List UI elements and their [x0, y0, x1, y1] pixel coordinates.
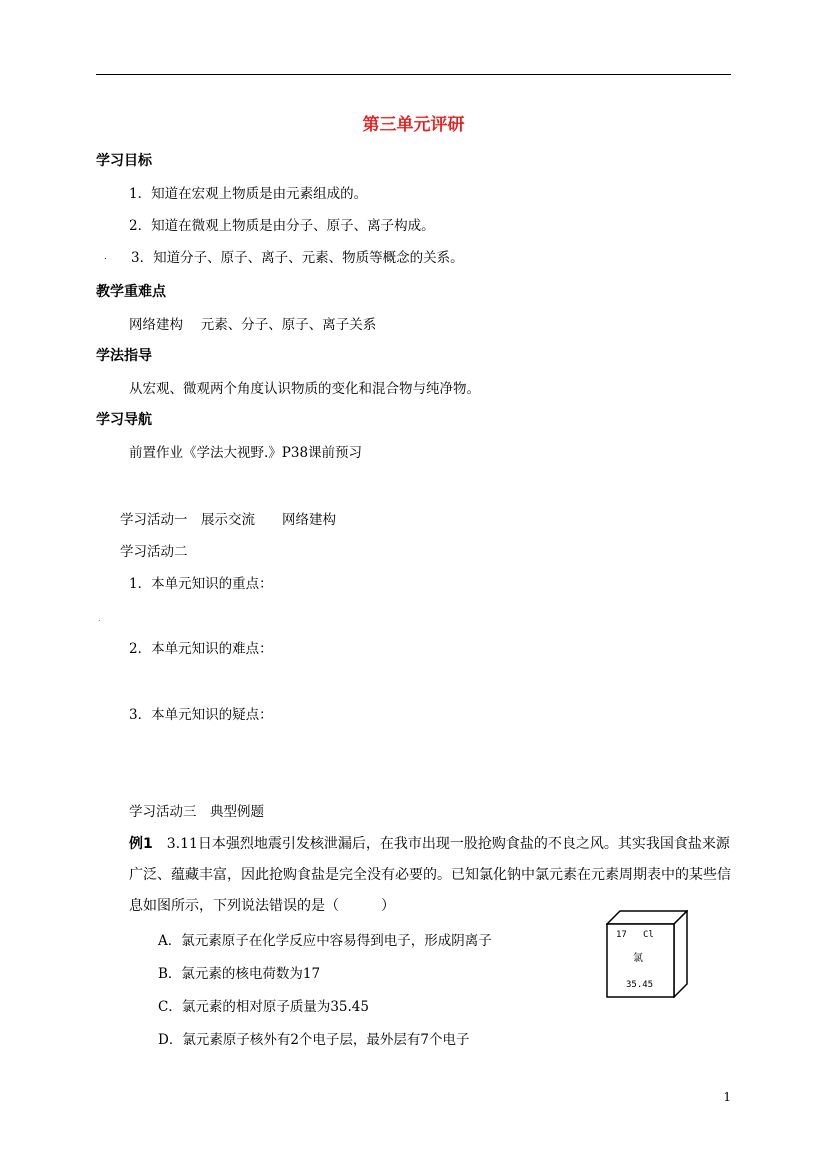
difficulty-text: 网络建构 元素、分子、原子、离子关系	[129, 317, 377, 333]
activity-2-heading: 学习活动二	[120, 544, 188, 560]
difficulty-heading: 教学重难点	[96, 284, 166, 300]
example-paragraph	[129, 829, 731, 922]
element-card-figure	[606, 910, 688, 998]
activity-2-item-2: 2．本单元知识的难点：	[129, 641, 273, 657]
goal-item-1: 1．知道在宏观上物质是由元素组成的。	[129, 186, 368, 202]
element-symbol: Cl	[643, 930, 654, 940]
activity-1: 学习活动一 展示交流 网络建构	[120, 512, 336, 528]
card-side-face	[674, 911, 687, 997]
example-text: 3.11日本强烈地震引发核泄漏后，在我市出现一股抢购食盐的不良之风。其实我国食盐来源广泛、蕴藏丰富，因此抢购食盐是完全没有必要的。已知氯化钠中氯元素在元素周期表中的某些信息如图所示，下列说法错误的是（ ）	[129, 836, 731, 914]
goals-heading: 学习目标	[96, 153, 152, 169]
option-b: B．氯元素的核电荷数为17	[158, 966, 321, 982]
activity-2-item-1: 1．本单元知识的重点：	[129, 576, 273, 592]
goal-item-3: 3．知道分子、原子、离子、元素、物质等概念的关系。	[131, 250, 464, 266]
example-label: 例1	[129, 836, 153, 852]
method-text: 从宏观、微观两个角度认识物质的变化和混合物与纯净物。	[129, 381, 480, 397]
page-title: 第三单元评研	[362, 115, 465, 135]
element-name: 氯	[633, 953, 643, 964]
element-mass: 35.45	[626, 980, 654, 990]
nav-text: 前置作业《学法大视野.》P38课前预习	[129, 445, 363, 461]
nav-heading: 学习导航	[96, 412, 152, 428]
option-d: D．氯元素原子核外有2个电子层，最外层有7个电子	[158, 1032, 470, 1048]
activity-2-item-3: 3．本单元知识的疑点：	[129, 707, 273, 723]
activity-3: 学习活动三 典型例题	[129, 804, 264, 820]
header-rule	[96, 74, 731, 75]
method-heading: 学法指导	[96, 348, 152, 364]
stray-mark: .	[104, 252, 107, 262]
page-number: 1	[723, 1090, 731, 1104]
element-number: 17	[616, 930, 627, 940]
option-a: A．氯元素原子在化学反应中容易得到电子，形成阴离子	[158, 933, 492, 949]
option-c: C．氯元素的相对原子质量为35.45	[158, 999, 369, 1015]
stray-mark: .	[98, 614, 101, 624]
goal-item-2: 2．知道在微观上物质是由分子、原子、离子构成。	[129, 218, 435, 234]
